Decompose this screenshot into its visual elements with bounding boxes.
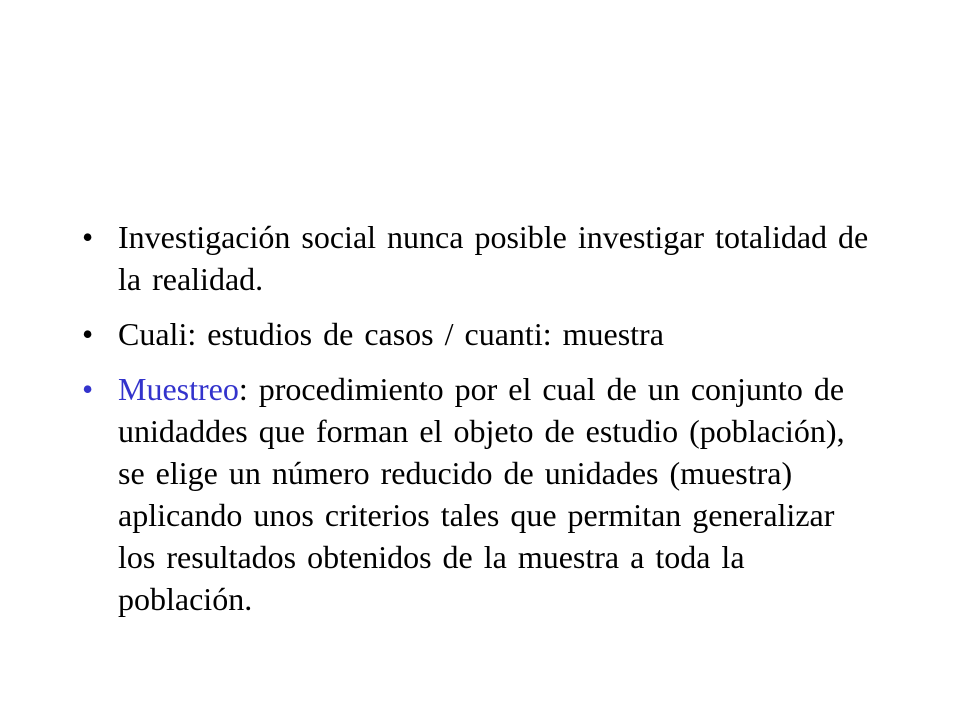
bullet-point-icon: • [82, 371, 94, 407]
bullet-point-icon: • [82, 219, 94, 255]
term-muestreo: Muestreo [118, 371, 239, 407]
bullet-text: Investigación social nunca posible investigar totalidad de la realidad. [118, 219, 869, 297]
bullet-text: : procedimiento por el cual de un conjunto de unidaddes que forman el objeto de estudio (población), se elige un número reducido de unidades (muestra) aplicando unos criterios tales que permitan generalizar los resultados obtenidos de la muestra a toda la población. [118, 371, 845, 617]
bullet-item-cuali-cuanti [82, 313, 882, 355]
bullet-text: Cuali: estudios de casos / cuanti: muestra [118, 316, 664, 352]
bullet-point-icon: • [82, 316, 94, 352]
bullet-item-muestreo [82, 368, 882, 620]
bullet-list [82, 216, 882, 633]
bullet-item-investigacion [82, 216, 882, 300]
